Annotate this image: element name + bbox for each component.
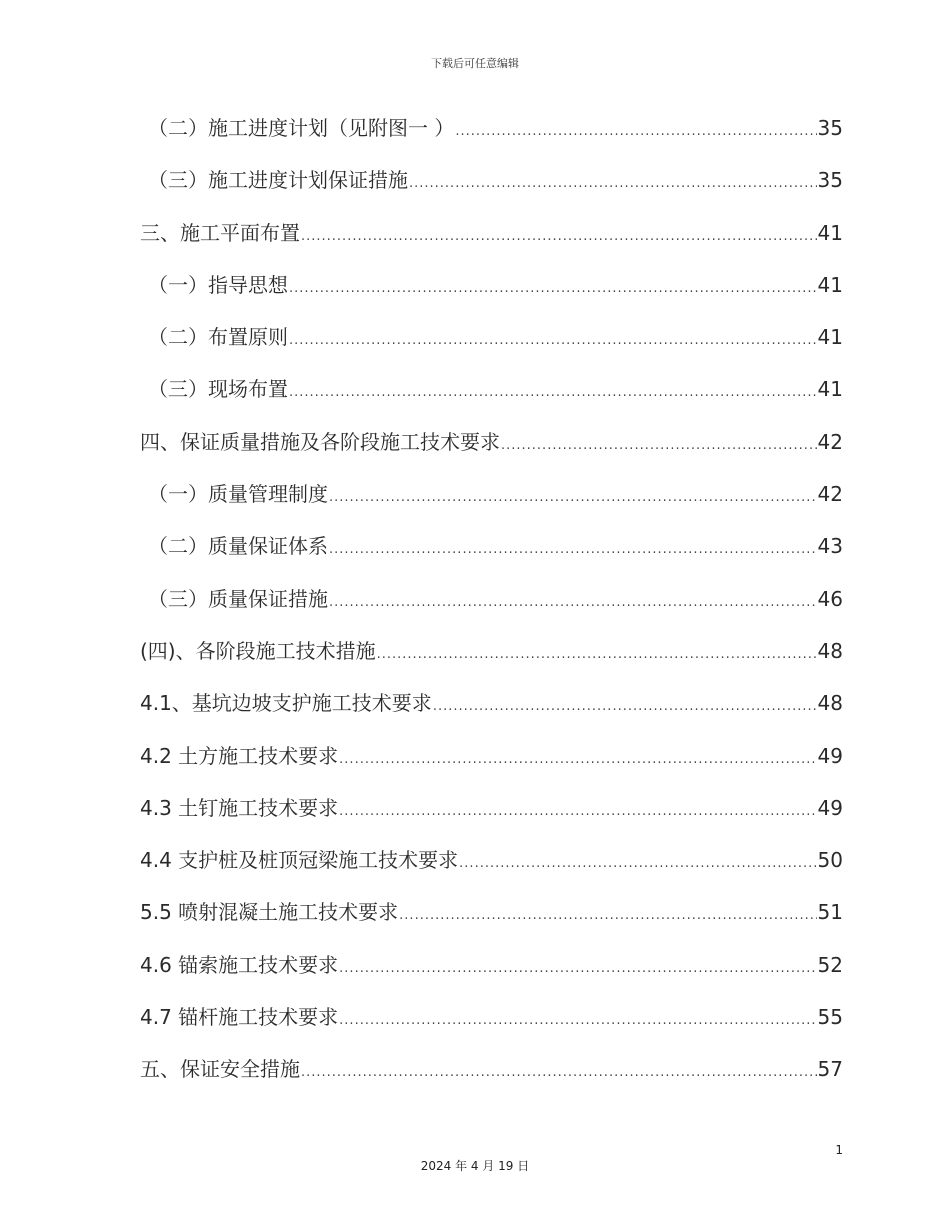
toc-entry-page: 41: [817, 220, 843, 245]
toc-entry-title: （二）质量保证体系: [148, 534, 328, 559]
toc-entry[interactable]: [140, 625, 843, 677]
toc-entry[interactable]: [140, 154, 843, 206]
toc-dot-leader: [289, 263, 817, 315]
toc-entry[interactable]: [140, 730, 843, 782]
toc-entry-page: 41: [817, 272, 843, 297]
toc-dot-leader: [433, 681, 817, 733]
toc-entry-title: (四)、各阶段施工技术措施: [140, 638, 376, 663]
toc-entry-page: 35: [817, 168, 843, 193]
toc-entry[interactable]: [140, 259, 843, 311]
toc-entry-page: 42: [817, 482, 843, 507]
toc-entry-title: 4.2 土方施工技术要求: [140, 743, 339, 768]
toc-dot-leader: [459, 838, 816, 890]
toc-entry-title: （一）质量管理制度: [148, 482, 328, 507]
toc-dot-leader: [339, 786, 816, 838]
toc-dot-leader: [301, 1047, 817, 1099]
table-of-contents: [140, 102, 843, 1096]
toc-dot-leader: [329, 472, 817, 524]
toc-entry-page: 52: [817, 952, 843, 977]
toc-entry[interactable]: [140, 102, 843, 154]
toc-entry-title: 4.3 土钉施工技术要求: [140, 795, 339, 820]
toc-dot-leader: [339, 943, 816, 995]
toc-entry[interactable]: [140, 520, 843, 572]
toc-dot-leader: [409, 158, 817, 210]
toc-entry-title: 4.7 锚杆施工技术要求: [140, 1005, 339, 1030]
toc-dot-leader: [455, 106, 816, 158]
toc-dot-leader: [329, 524, 817, 576]
page-header: 下载后可任意编辑: [431, 57, 519, 70]
toc-dot-leader: [501, 420, 817, 472]
toc-entry-title: 三、施工平面布置: [140, 220, 300, 245]
toc-dot-leader: [339, 995, 816, 1047]
toc-dot-leader: [377, 629, 817, 681]
toc-entry-page: 41: [817, 325, 843, 350]
toc-entry-page: 48: [817, 638, 843, 663]
toc-dot-leader: [399, 890, 816, 942]
toc-entry[interactable]: [140, 677, 843, 729]
toc-entry[interactable]: [140, 886, 843, 938]
toc-entry-title: 四、保证质量措施及各阶段施工技术要求: [140, 429, 500, 454]
toc-entry[interactable]: [140, 207, 843, 259]
toc-entry-page: 48: [817, 691, 843, 716]
toc-entry-title: 五、保证安全措施: [140, 1057, 300, 1082]
toc-entry[interactable]: [140, 468, 843, 520]
toc-entry-page: 49: [817, 795, 843, 820]
toc-entry-title: 4.4 支护桩及桩顶冠梁施工技术要求: [140, 848, 459, 873]
toc-entry-page: 46: [817, 586, 843, 611]
toc-entry-page: 50: [817, 848, 843, 873]
toc-entry-page: 35: [817, 116, 843, 140]
toc-dot-leader: [301, 211, 817, 263]
toc-entry-page: 41: [817, 377, 843, 402]
toc-dot-leader: [289, 315, 817, 367]
toc-entry[interactable]: [140, 363, 843, 415]
toc-entry[interactable]: [140, 1043, 843, 1095]
toc-entry-page: 49: [817, 743, 843, 768]
toc-entry[interactable]: [140, 311, 843, 363]
toc-entry[interactable]: [140, 939, 843, 991]
toc-entry-page: 55: [817, 1005, 843, 1030]
toc-dot-leader: [339, 734, 816, 786]
toc-entry-title: （二）布置原则: [148, 325, 288, 350]
toc-dot-leader: [289, 367, 817, 419]
toc-entry-title: （三）质量保证措施: [148, 586, 328, 611]
toc-dot-leader: [329, 577, 817, 629]
toc-entry[interactable]: [140, 991, 843, 1043]
toc-entry-page: 43: [817, 534, 843, 559]
toc-entry[interactable]: [140, 416, 843, 468]
toc-entry-title: （三）施工进度计划保证措施: [148, 168, 408, 193]
toc-entry-page: 57: [817, 1057, 843, 1082]
toc-entry[interactable]: [140, 782, 843, 834]
toc-entry[interactable]: [140, 573, 843, 625]
page-footer-date: 2024 年 4 月 19 日: [420, 1159, 530, 1173]
toc-entry-title: 4.1、基坑边坡支护施工技术要求: [140, 691, 432, 716]
toc-entry-title: （三）现场布置: [148, 377, 288, 402]
toc-entry-page: 42: [817, 429, 843, 454]
toc-entry-title: 5.5 喷射混凝土施工技术要求: [140, 900, 399, 925]
toc-entry-title: （一）指导思想: [148, 272, 288, 297]
toc-entry-title: （二）施工进度计划（见附图一 ）: [148, 116, 455, 140]
page-number: 1: [835, 1143, 843, 1157]
toc-entry[interactable]: [140, 834, 843, 886]
toc-entry-page: 51: [817, 900, 843, 925]
toc-entry-title: 4.6 锚索施工技术要求: [140, 952, 339, 977]
